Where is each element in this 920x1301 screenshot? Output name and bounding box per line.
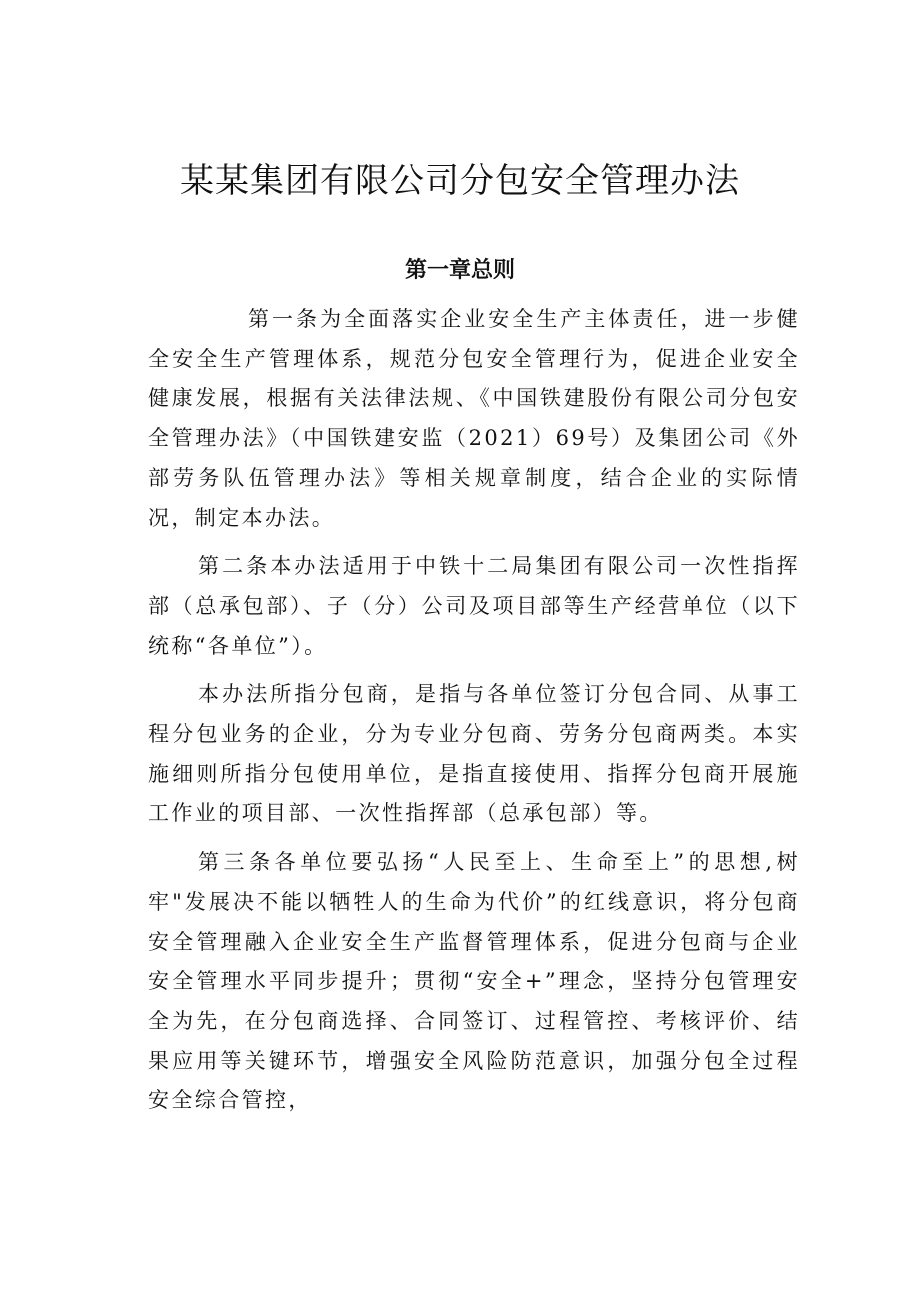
document-body (148, 300, 800, 1130)
document-title: 某某集团有限公司分包安全管理办法 (180, 161, 740, 201)
subcontractor-definition-paragraph: 本办法所指分包商，是指与各单位签订分包合同、从事工程分包业务的企业，分为专业分包商、劳务分包商两类。本实施细则所指分包使用单位，是指直接使用、指挥分包商开展施工作业的项目部、一次性指挥部（总承包部）等。 (148, 682, 800, 826)
chapter-title: 第一章总则 (404, 258, 515, 283)
article-2-paragraph: 第二条本办法适用于中铁十二局集团有限公司一次性指挥部（总承包部）、子（分）公司及项目部等生产经营单位（以下统称“各单位”）。 (148, 554, 800, 658)
article-1-paragraph: 第一条为全面落实企业安全生产主体责任，进一步健全安全生产管理体系，规范分包安全管理行为，促进企业安全健康发展，根据有关法律法规、《中国铁建股份有限公司分包安全管理办法》（中国铁建安监（2021）69号）及集团公司《外部劳务队伍管理办法》等相关规章制度，结合企业的实际情况，制定本办法。 (148, 307, 800, 530)
article-3-paragraph: 第三条各单位要弘扬“人民至上、生命至上”的思想,树牢"发展决不能以牺牲人的生命为代价”的红线意识，将分包商安全管理融入企业安全生产监督管理体系，促进分包商与企业安全管理水平同步提升；贯彻“安全+”理念，坚持分包管理安全为先，在分包商选择、合同签订、过程管控、考核评价、结果应用等关键环节，增强安全风险防范意识，加强分包全过程安全综合管控， (148, 850, 800, 1113)
